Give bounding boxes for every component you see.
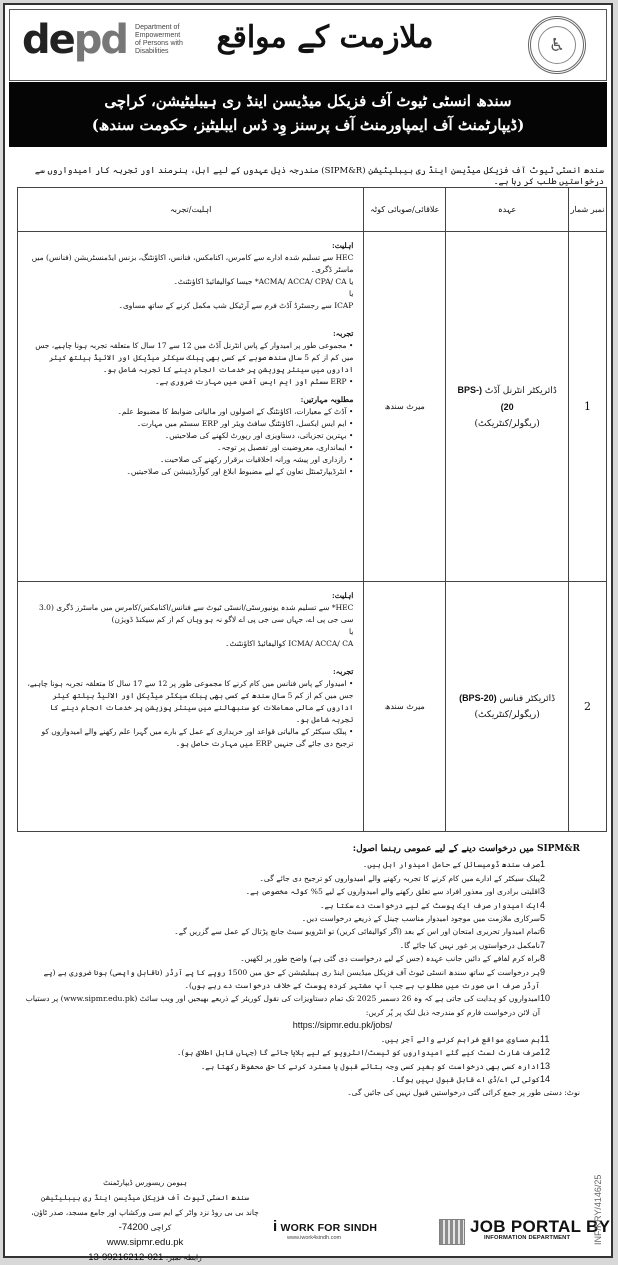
qualification-line: HEC* سے تسلیم شدہ یونیورسٹی/انسٹی ٹیوٹ سے فنانس/اکنامکس/کامرس میں ماسٹرز ڈگری (3.0 سی جی پی اے، جہاں سی جی پی اے لاگو نہ ہو وہاں کم از کم سیکنڈ ڈویژن) bbox=[39, 603, 354, 624]
iwork-logo-text bbox=[273, 1218, 403, 1235]
experience-line: • پبلک سیکٹر کے مالیاتی قواعد اور خریداری کے عمل کے بارے میں گہرا علم رکھنے والے امیدواروں کو ترجیح دی جائے گی جنہیں ERP میں مہارت حاصل ہو۔ bbox=[41, 727, 354, 748]
qualification-heading: اہلیت: bbox=[332, 241, 354, 250]
logo-text-line: Disabilities bbox=[135, 48, 169, 55]
skill-line: • انٹرڈیپارٹمنٹل تعاون کے لیے مضبوط ابلاغ اور کوآرڈینیشن کی صلاحیتیں۔ bbox=[126, 467, 354, 476]
header-domicile: علاقائی/صوبائی کوٹہ bbox=[364, 188, 446, 232]
guideline-number: 9 bbox=[540, 966, 546, 977]
header-serial-no: نمبر شمار bbox=[569, 188, 607, 232]
guideline-number: 1 bbox=[540, 859, 546, 870]
job-advertisement bbox=[3, 3, 613, 1263]
skill-line: • بہترین تجزیاتی، دستاویزی اور رپورٹ لکھنے کی صلاحیتیں۔ bbox=[164, 431, 354, 440]
guideline-item bbox=[25, 872, 580, 885]
serial-no: 1 bbox=[569, 232, 607, 582]
qualification-line: یا bbox=[348, 627, 354, 636]
guideline-text: ہم مساوی مواقع فراہم کرنے والے آجر ہیں۔ bbox=[380, 1034, 540, 1044]
qualification-line: یا ACMA/ ACCA/ CPA/ CA* جیسا کوالیفائیڈ اکاؤنٹنٹ۔ bbox=[173, 277, 354, 286]
page-title: ملازمت کے مواقع bbox=[216, 20, 434, 55]
contact-address bbox=[25, 1175, 265, 1265]
qualification-heading: اہلیت: bbox=[332, 591, 354, 600]
logo-text-line: of Persons with bbox=[135, 40, 183, 47]
guideline-text: اقلیتی برادری اور معذور افراد سے تعلق رکھنے والے امیدواروں کے لیے 5% کوٹہ مخصوص ہے۔ bbox=[245, 887, 540, 897]
guideline-text: ایک امیدوار صرف ایک پوسٹ کے لیے درخواست دے سکتا ہے۔ bbox=[320, 900, 540, 910]
table-row bbox=[18, 232, 607, 582]
qualification-line: یا bbox=[348, 289, 354, 298]
guideline-item bbox=[25, 952, 580, 965]
guideline-item bbox=[25, 966, 580, 993]
guideline-number: 13 bbox=[540, 1060, 551, 1071]
skill-line: • ایم ایس ایکسل، اکاؤنٹنگ سافٹ ویئر اور ERP سسٹم میں مہارت۔ bbox=[136, 419, 354, 428]
guideline-text: امیدواروں کو ہدایت کی جاتی ہے کہ وہ 26 دسمبر 2025 تک تمام دستاویزات کی نقول کوریئر کے ذریعے بھیجیں اور ویب سائٹ (www.sipmr.edu.pk) پر دستیاب آن لائن درخواست فارم کو مندرجہ ذیل لنک پر پُر کریں: bbox=[25, 994, 540, 1017]
job-portal-logo bbox=[470, 1218, 610, 1241]
post-bps: (BPS-20) bbox=[459, 693, 497, 703]
guideline-number: 7 bbox=[540, 939, 546, 950]
experience-line: • امیدوار کے پاس فنانس میں کام کرنے کا مجموعی طور پر 12 سے 17 سال کا متعلقہ تجربہ ہونا چاہیے، جس میں کم از کم 5 سال سندھ کے کسی بھی پبلک سیکٹر میڈیکل اور الائیڈ ہیلتھ کیئر اداروں کے مالی معاملات کو سنبھالنے میں سینئر پوزیشن پر خدمات انجام دینے کا تجربہ شامل ہو۔ bbox=[27, 679, 354, 724]
depd-logo bbox=[22, 17, 183, 63]
domicile: میرٹ سندھ bbox=[364, 232, 446, 582]
post-cell bbox=[446, 582, 569, 832]
qualification-cell bbox=[18, 582, 364, 832]
department-name: (ڈیپارٹمنٹ آف ایمپاورمنٹ آف پرسنز وِد ڈس ایبلیٹیز، حکومت سندھ) bbox=[91, 116, 525, 134]
domicile: میرٹ سندھ bbox=[364, 582, 446, 832]
intro-text: سندھ انسٹی ٹیوٹ آف فزیکل میڈیسن اینڈ ری ہیبلیٹیشن (SIPM&R) مندرجہ ذیل عہدوں کے لیے اہل، ہنرمند اور تجربہ کار امیدواروں سے درخواستیں طلب کر رہا ہے۔ bbox=[34, 166, 604, 187]
iwork-for-sindh-logo bbox=[273, 1218, 403, 1241]
depd-logo-mark: depd bbox=[22, 17, 128, 63]
guideline-item bbox=[25, 925, 580, 938]
skills-heading: مطلوبہ مہارتیں: bbox=[300, 395, 354, 404]
post-contract-type: (ریگولر/کنٹریکٹ) bbox=[474, 418, 540, 429]
guideline-text: تمام امیدوار تحریری امتحان اور اس کے بعد (اگر کوالیفائی کریں) تو انٹرویو سیٹ جانچ پڑتال کے عمل سے گزریں گے۔ bbox=[174, 927, 540, 937]
guideline-text: ادارہ کسی بھی درخواست کو بغیر کسی وجہ بتائے قبول یا مسترد کرنے کا حق محفوظ رکھتا ہے۔ bbox=[200, 1061, 540, 1071]
disability-figures-icon: ♿ bbox=[538, 26, 576, 64]
guideline-text: کوئی ٹی اے/ڈی اے قابل قبول نہیں ہوگا۔ bbox=[391, 1074, 540, 1084]
reference-number: INF/KRY/4146/25 bbox=[593, 1174, 603, 1246]
guideline-note: نوٹ: دستی طور پر جمع کرائی گئی درخواستیں قبول نہیں کی جائیں گی۔ bbox=[347, 1088, 580, 1098]
guideline-item bbox=[25, 912, 580, 925]
qualification-cell bbox=[18, 232, 364, 582]
iwork-label: WORK FOR SINDH bbox=[280, 1222, 378, 1234]
guideline-item bbox=[25, 1046, 580, 1059]
guideline-text: سرکاری ملازمت میں موجود امیدوار مناسب چینل کے ذریعے درخواست دیں۔ bbox=[301, 914, 540, 924]
guidelines-heading: SIPM&R میں درخواست دینے کے لیے عمومی رہنما اصول: bbox=[352, 844, 580, 854]
guideline-number: 4 bbox=[540, 899, 546, 910]
post-bps: (BPS-20) bbox=[457, 384, 514, 412]
logo-text-line: Empowerment bbox=[135, 32, 181, 39]
depd-logo-text bbox=[135, 24, 183, 56]
post-cell bbox=[446, 232, 569, 582]
website-link[interactable]: www.sipmr.edu.pk bbox=[106, 1237, 184, 1248]
phone-number: 021-99216212-13 bbox=[88, 1252, 164, 1263]
qualification-line: ICMA/ ACCA/ CA کوالیفائیڈ اکاؤنٹنٹ۔ bbox=[225, 639, 354, 648]
guideline-number: 6 bbox=[540, 926, 546, 937]
guideline-text: نامکمل درخواستوں پر غور نہیں کیا جائے گا۔ bbox=[399, 940, 540, 950]
experience-heading: تجربہ: bbox=[333, 329, 354, 338]
guideline-number: 5 bbox=[540, 913, 546, 924]
guideline-item bbox=[25, 1033, 580, 1046]
institute-name: سندھ انسٹی ٹیوٹ آف فزیکل میڈیسن اینڈ ری ہیبلیٹیشن، کراچی bbox=[104, 92, 512, 110]
address-line: سندھ انسٹی ٹیوٹ آف فزیکل میڈیسن اینڈ ری ہیبلیٹیشن bbox=[40, 1193, 250, 1202]
guideline-text: صرف شارٹ لسٹ کیے گئے امیدواروں کو ٹیسٹ/انٹرویو کے لیے بلایا جائے گا (جہاں قابل اطلاق ہو)۔ bbox=[176, 1048, 540, 1058]
portal-title: JOB PORTAL BY bbox=[470, 1217, 611, 1236]
experience-line: • ERP سسٹم اور ایم ایس آفس میں مہارت ضروری ہے۔ bbox=[155, 377, 354, 386]
experience-heading: تجربہ: bbox=[333, 667, 354, 676]
guideline-text: براہ کرم لفافے کے دائیں جانب عہدہ (جس کے لیے درخواست دی گئی ہے) واضح طور پر لکھیں۔ bbox=[240, 954, 540, 964]
guidelines-section bbox=[25, 843, 580, 1100]
header bbox=[9, 9, 607, 81]
skill-line: • ایمانداری، معروضیت اور تفصیل پر توجہ۔ bbox=[217, 443, 354, 452]
serial-no: 2 bbox=[569, 582, 607, 832]
guideline-number: 2 bbox=[540, 872, 546, 883]
header-qualification: اہلیت/تجربہ bbox=[18, 188, 364, 232]
guideline-text: صرف سندھ ڈومیسائل کے حامل امیدوار اہل ہیں۔ bbox=[362, 860, 540, 870]
phone-label: رابطہ نمبر: bbox=[165, 1253, 202, 1262]
table-header-row bbox=[18, 188, 607, 232]
table-row bbox=[18, 582, 607, 832]
iwork-i-icon: i bbox=[273, 1218, 278, 1235]
guideline-number: 10 bbox=[540, 993, 551, 1004]
guideline-item bbox=[25, 992, 580, 1019]
experience-line: • مجموعی طور پر امیدوار کے پاس انٹرنل آڈٹ میں 12 سے 17 سال کا متعلقہ تجربہ ہونا چاہیے، جس میں کم از کم 5 سال سندھ صوبے کے کسی بھی پبلک سیکٹر میڈیکل اور الائیڈ ہیلتھ کیئر اداروں میں سینئر پوزیشن پر خدمات انجام دینے کا تجربہ شامل ہو۔ bbox=[35, 341, 354, 374]
guideline-number: 14 bbox=[540, 1073, 551, 1084]
guideline-item bbox=[25, 885, 580, 898]
guideline-item bbox=[25, 939, 580, 952]
skill-line: • رازداری اور پیشہ ورانہ اخلاقیات برقرار رکھنے کی صلاحیت۔ bbox=[159, 455, 354, 464]
phone-row bbox=[25, 1250, 265, 1265]
post-contract-type: (ریگولر/کنٹریکٹ) bbox=[474, 710, 540, 720]
qualification-line: HEC سے تسلیم شدہ ادارے سے کامرس، اکنامکس، فنانس، اکاؤنٹنگ، بزنس ایڈمنسٹریشن (فنانس) میں ماسٹر ڈگری۔ bbox=[31, 253, 354, 274]
post-name: ڈائریکٹر انٹرنل آڈٹ bbox=[484, 385, 557, 396]
guideline-number: 12 bbox=[540, 1047, 551, 1058]
guideline-item bbox=[25, 899, 580, 912]
guideline-number: 11 bbox=[540, 1033, 550, 1044]
guideline-number: 3 bbox=[540, 886, 546, 897]
header-post: عہدہ bbox=[446, 188, 569, 232]
address-street: چاند بی بی روڈ نزد واٹر کے ایم سی ورکشاپ اور جامع مسجد، صدر ٹاؤن، کراچی bbox=[31, 1208, 259, 1232]
guideline-item bbox=[25, 858, 580, 871]
guideline-number: 8 bbox=[540, 953, 546, 964]
portal-subtitle: INFORMATION DEPARTMENT bbox=[484, 1235, 571, 1241]
postal-code: 74200- bbox=[118, 1222, 149, 1233]
skill-line: • آڈٹ کے معیارات، اکاؤنٹنگ کے اصولوں اور مالیاتی ضوابط کا مضبوط علم۔ bbox=[117, 407, 354, 416]
qr-code-icon bbox=[439, 1219, 465, 1245]
guideline-item bbox=[25, 1060, 580, 1073]
guideline-text: پبلک سیکٹر کے ادارے میں کام کرنے کا تجربہ رکھنے والے امیدواروں کو ترجیح دی جائے گی۔ bbox=[259, 873, 540, 883]
post-name: ڈائریکٹر فنانس bbox=[499, 694, 556, 704]
guideline-text: ہر درخواست کے ساتھ سندھ انسٹی ٹیوٹ آف فزیکل میڈیسن اینڈ ری ہیبلیٹیشن کے حق میں 1500 روپے کا پے آرڈر (ناقابل واپسی) ہونا ضروری ہے (پے آرڈر صرف اس صورت میں مطلوب ہے جب آپ مشتہر کردہ پوسٹ کے خلاف درخواست دے رہے ہوں)۔ bbox=[43, 967, 540, 991]
iwork-website[interactable]: www.iwork4sindh.com bbox=[287, 1235, 342, 1241]
jobs-portal-link[interactable]: https://sipmr.edu.pk/jobs/ bbox=[292, 1020, 393, 1031]
sipmr-seal-icon bbox=[528, 16, 586, 74]
guideline-item bbox=[25, 1073, 580, 1086]
jobs-table bbox=[17, 187, 607, 832]
institute-banner bbox=[9, 82, 607, 147]
address-line: ہیومن ریسورس ڈیپارٹمنٹ bbox=[103, 1178, 187, 1187]
qualification-line: ICAP سے رجسٹرڈ آڈٹ فرم سے آرٹیکل شپ مکمل کرنے کے ساتھ مساوی۔ bbox=[118, 301, 354, 310]
address-line bbox=[25, 1205, 265, 1235]
logo-text-line: Department of bbox=[135, 24, 180, 31]
